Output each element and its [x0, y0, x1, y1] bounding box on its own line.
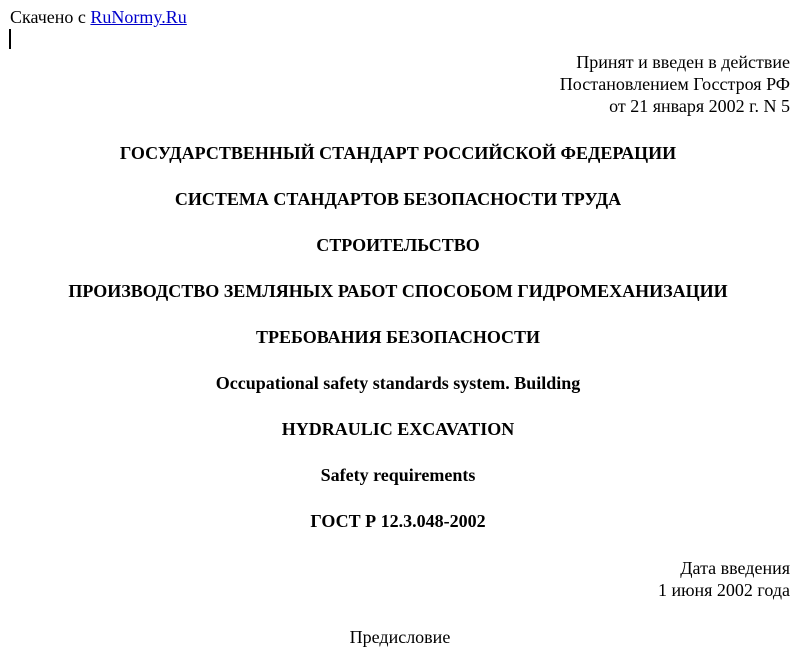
title-en-heading: HYDRAULIC EXCAVATION [281, 419, 515, 439]
effective-date-value: 1 июня 2002 года [657, 580, 790, 600]
system-heading: СИСТЕМА СТАНДАРТОВ БЕЗОПАСНОСТИ ТРУДА [174, 189, 622, 209]
requirements-ru-heading: ТРЕБОВАНИЯ БЕЗОПАСНОСТИ [255, 327, 541, 347]
approval-line-3: от 21 января 2002 г. N 5 [609, 96, 790, 116]
runormy-link[interactable]: RuNormy.Ru [90, 7, 187, 27]
state-standard-heading: ГОСУДАРСТВЕННЫЙ СТАНДАРТ РОССИЙСКОЙ ФЕДЕРАЦИИ [119, 143, 677, 163]
standard-designation: ГОСТ Р 12.3.048-2002 [310, 511, 486, 531]
approval-block [560, 51, 790, 117]
source-prefix: Скачено с [10, 7, 91, 27]
text-cursor [9, 29, 11, 49]
foreword-heading: Предисловие [349, 627, 451, 647]
construction-heading: СТРОИТЕЛЬСТВО [316, 235, 480, 255]
effective-date-label: Дата введения [680, 558, 790, 578]
title-ru-heading: ПРОИЗВОДСТВО ЗЕМЛЯНЫХ РАБОТ СПОСОБОМ ГИДРОМЕХАНИЗАЦИИ [68, 281, 728, 301]
effective-date-block [658, 557, 790, 601]
approval-line-1: Принят и введен в действие [576, 52, 790, 72]
system-en-heading: Occupational safety standards system. Building [215, 373, 581, 393]
source-line [10, 6, 187, 28]
requirements-en-heading: Safety requirements [320, 465, 476, 485]
approval-line-2: Постановлением Госстроя РФ [559, 74, 790, 94]
